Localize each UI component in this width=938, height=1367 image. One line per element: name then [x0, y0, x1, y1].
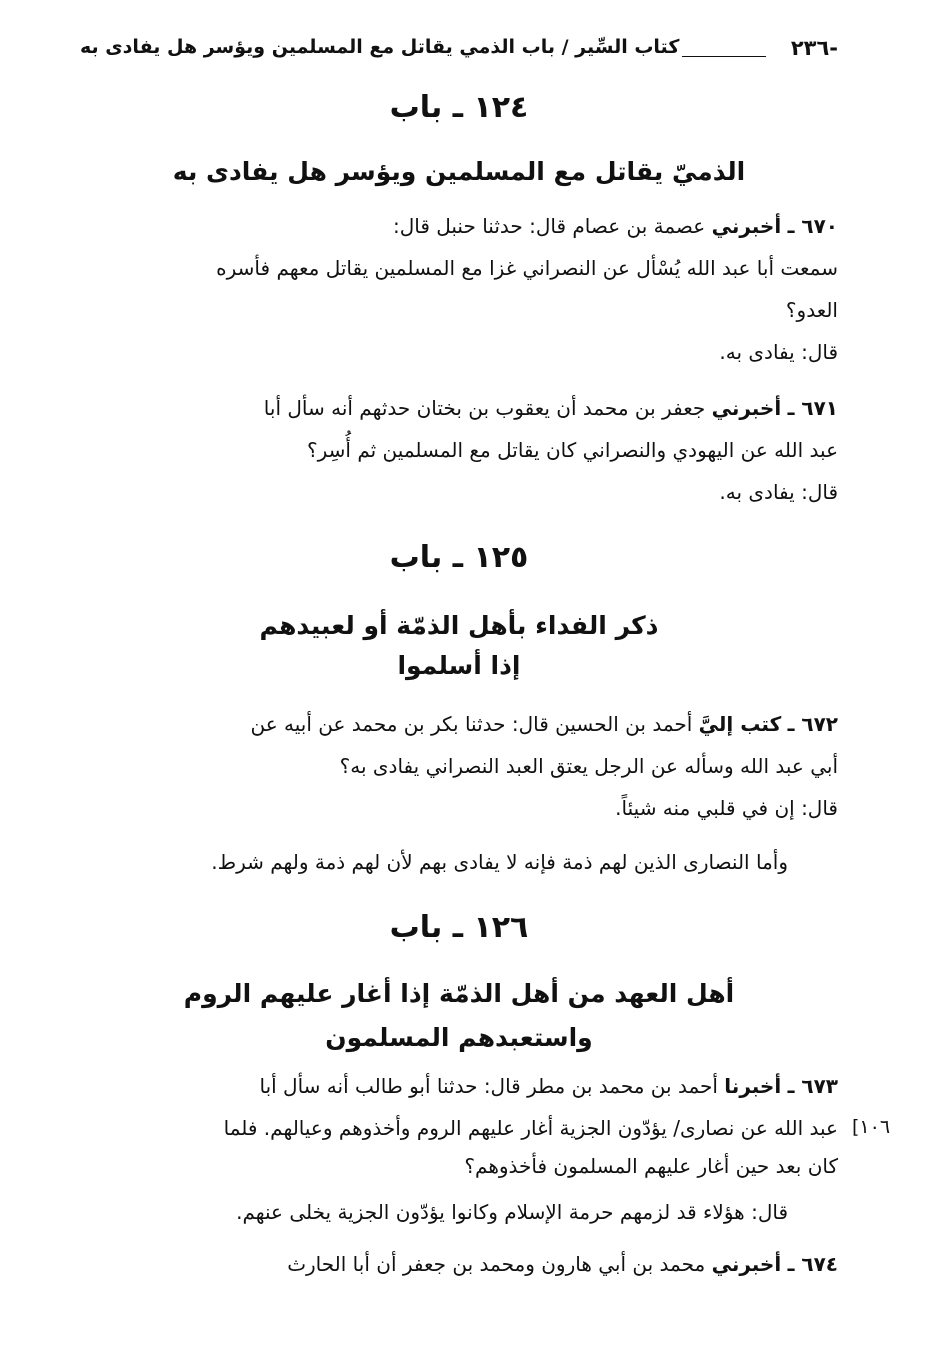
header-rule: [682, 56, 766, 57]
entry-671-line-3: قال: يفادى به.: [719, 480, 838, 504]
entry-673-line-4: قال: هؤلاء قد لزمهم حرمة الإسلام وكانوا يؤدّون الجزية يخلى عنهم.: [236, 1200, 788, 1224]
chapter-heading-125: ١٢٥ ـ باب: [389, 540, 529, 575]
entry-670-line-2: سمعت أبا عبد الله يُسْأل عن النصراني غزا مع المسلمين يقاتل معهم فأسره: [216, 256, 838, 280]
running-title: كتاب السِّير / باب الذمي يقاتل مع المسلمين ويؤسر هل يفادى به: [80, 36, 680, 58]
entry-number: ٦٧٢ ـ: [787, 712, 838, 736]
chapter-title-125-line-2: إذا أسلموا: [397, 651, 521, 680]
entry-keyword: كتب إليَّ: [698, 712, 782, 736]
margin-page-note: [١٠٦: [852, 1116, 891, 1138]
entry-text: جعفر بن محمد أن يعقوب بن بختان حدثهم أنه سأل أبا: [263, 396, 706, 420]
entry-670-line-4: قال: يفادى به.: [719, 340, 838, 364]
entry-number: ٦٧٠ ـ: [787, 214, 838, 238]
entry-672-line-4: وأما النصارى الذين لهم ذمة فإنه لا يفادى بهم لأن لهم ذمة ولهم شرط.: [211, 850, 788, 874]
entry-670-line-3: العدو؟: [785, 298, 838, 322]
entry-671-line-1: [264, 396, 838, 420]
chapter-title-126-line-1: أهل العهد من أهل الذمّة إذا أغار عليهم الروم: [183, 979, 735, 1008]
chapter-title-126-line-2: واستعبدهم المسلمون: [325, 1023, 593, 1052]
page-number: -٢٣٦: [790, 36, 838, 60]
entry-keyword: أخبرني: [711, 214, 782, 238]
entry-text: عصمة بن عصام قال: حدثنا حنبل قال:: [392, 214, 706, 238]
running-header: [80, 36, 838, 76]
entry-674-line-1: [287, 1252, 838, 1276]
entry-keyword: أخبرني: [711, 1252, 782, 1276]
entry-672-line-2: أبي عبد الله وسأله عن الرجل يعتق العبد النصراني يفادى به؟: [339, 754, 838, 778]
entry-672-line-3: قال: إن في قلبي منه شيئاً.: [615, 796, 838, 820]
chapter-title-124: الذميّ يقاتل مع المسلمين ويؤسر هل يفادى به: [172, 157, 746, 186]
entry-keyword: أخبرني: [711, 396, 782, 420]
entry-number: ٦٧٣ ـ: [787, 1074, 838, 1098]
entry-673-line-2: عبد الله عن نصارى/ يؤدّون الجزية أغار عليهم الروم وأخذوهم وعيالهم. فلما: [223, 1116, 838, 1140]
entry-text: أحمد بن الحسين قال: حدثنا بكر بن محمد عن أبيه عن: [250, 712, 693, 736]
entry-672-line-1: [251, 712, 839, 736]
chapter-heading-124: ١٢٤ ـ باب: [389, 90, 529, 125]
entry-text: أحمد بن محمد بن مطر قال: حدثنا أبو طالب أنه سأل أبا: [259, 1074, 718, 1098]
entry-670-line-1: [393, 214, 838, 238]
entry-number: ٦٧٤ ـ: [787, 1252, 838, 1276]
entry-673-line-1: [259, 1074, 838, 1098]
entry-number: ٦٧١ ـ: [787, 396, 838, 420]
chapter-heading-126: ١٢٦ ـ باب: [389, 910, 529, 945]
entry-text: محمد بن أبي هارون ومحمد بن جعفر أن أبا الحارث: [287, 1252, 706, 1276]
entry-671-line-2: عبد الله عن اليهودي والنصراني كان يقاتل مع المسلمين ثم أُسِر؟: [307, 438, 838, 462]
entry-673-line-3: كان بعد حين أغار عليهم المسلمون فأخذوهم؟: [464, 1154, 838, 1178]
entry-keyword: أخبرنا: [724, 1074, 782, 1098]
chapter-title-125-line-1: ذكر الفداء بأهل الذمّة أو لعبيدهم: [259, 611, 659, 640]
